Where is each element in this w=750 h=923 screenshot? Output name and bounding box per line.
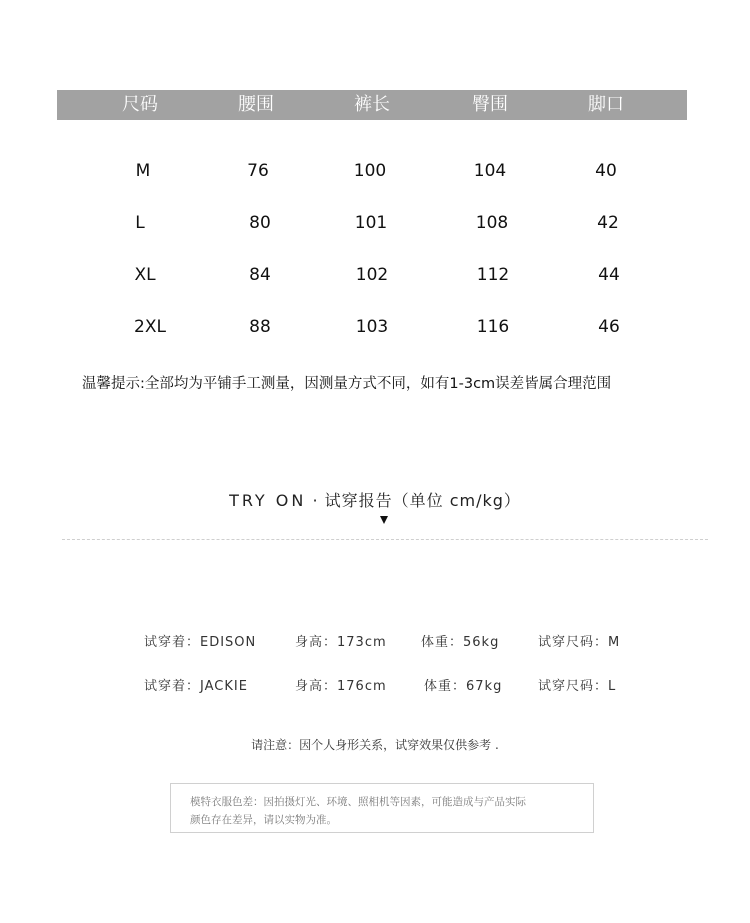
tryon-title-en: TRY ON	[229, 491, 307, 510]
color-notice-line2: 颜色存在差异，请以实物为准。	[190, 814, 337, 826]
header-hip: 臀围	[472, 94, 508, 115]
tryon-note: 请注意：因个人身形关系，试穿效果仅供参考 .	[251, 738, 499, 752]
cell-length: 100	[353, 161, 387, 181]
header-length: 裤长	[354, 94, 390, 115]
down-arrow-icon	[380, 516, 388, 524]
size-table-header	[57, 90, 687, 120]
measurement-note: 温馨提示:全部均为平铺手工测量，因测量方式不同，如有1-3cm误差皆属合理范围	[82, 376, 612, 392]
cell-size: M	[135, 161, 151, 181]
cell-length: 102	[355, 265, 389, 285]
cell-waist: 76	[247, 161, 269, 181]
header-size: 尺码	[122, 94, 158, 115]
cell-size: 2XL	[134, 317, 166, 337]
cell-waist: 88	[249, 317, 271, 337]
tryon-title-cn: 试穿报告（单位 cm/kg）	[324, 491, 521, 510]
tryon-title-sep: ·	[312, 491, 319, 510]
cell-size: L	[135, 213, 145, 233]
cell-hip: 108	[475, 213, 509, 233]
tester-size: 试穿尺码：L	[538, 679, 617, 694]
cell-hem: 44	[598, 265, 620, 285]
cell-hem: 46	[598, 317, 620, 337]
cell-length: 103	[355, 317, 389, 337]
tryon-title	[0, 488, 750, 511]
color-notice-line1: 模特衣服色差：因拍摄灯光、环境、照相机等因素，可能造成与产品实际	[190, 796, 526, 808]
cell-size: XL	[134, 265, 156, 285]
tester-height: 身高：173cm	[295, 635, 387, 650]
tester-name: 试穿着：EDISON	[144, 635, 257, 650]
cell-waist: 80	[249, 213, 271, 233]
cell-hip: 116	[476, 317, 510, 337]
tester-size: 试穿尺码：M	[538, 635, 621, 650]
color-notice-box	[170, 783, 594, 833]
tester-name: 试穿着：JACKIE	[144, 679, 248, 694]
cell-hem: 42	[597, 213, 619, 233]
tester-weight: 体重：56kg	[421, 635, 500, 650]
tester-weight: 体重：67kg	[424, 679, 503, 694]
header-hem: 脚口	[588, 94, 624, 115]
cell-hip: 112	[476, 265, 510, 285]
cell-length: 101	[354, 213, 388, 233]
dashed-divider	[62, 539, 708, 540]
header-waist: 腰围	[238, 94, 274, 115]
cell-waist: 84	[249, 265, 271, 285]
cell-hip: 104	[473, 161, 507, 181]
tester-height: 身高：176cm	[295, 679, 387, 694]
cell-hem: 40	[595, 161, 617, 181]
